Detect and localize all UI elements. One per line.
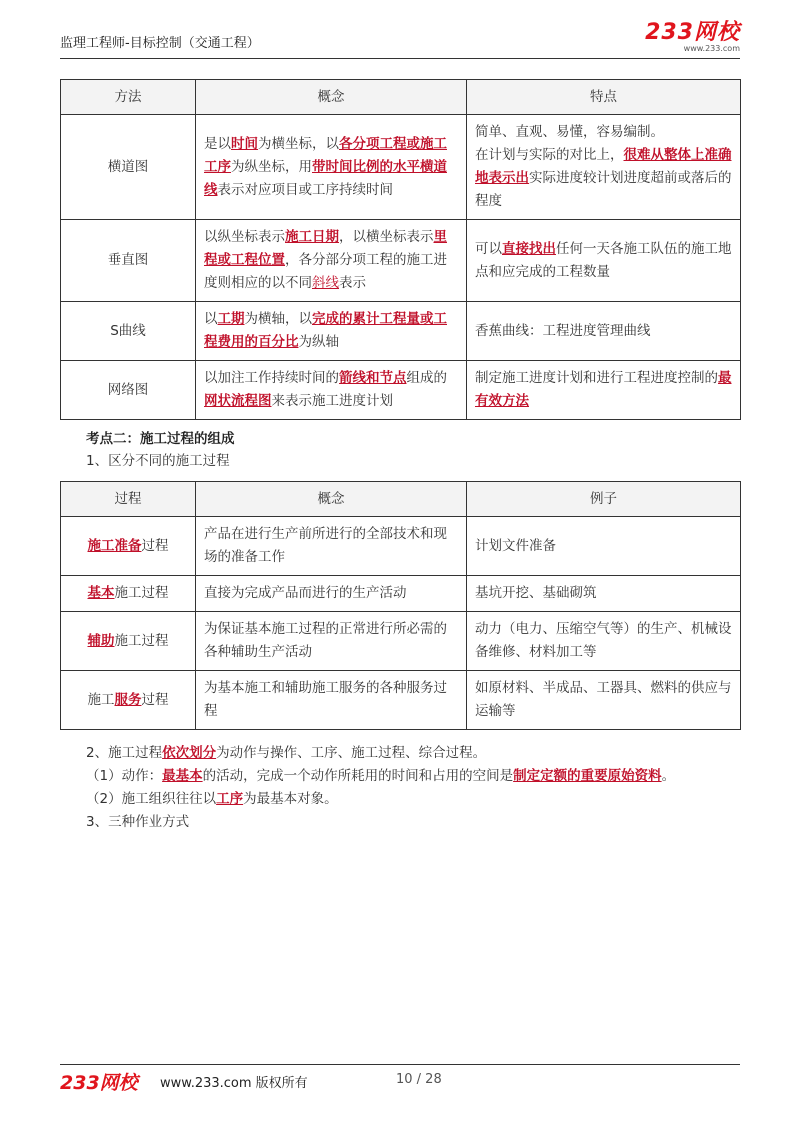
process-cell [61, 671, 196, 730]
col-header-example: 例子 [467, 482, 741, 517]
concept-cell [196, 517, 467, 576]
feature-cell [467, 361, 741, 420]
key-term: 基本 [87, 585, 115, 601]
key-term: 里程或工程位置 [204, 229, 447, 268]
example-cell [467, 671, 741, 730]
key-term: 施工准备 [87, 537, 142, 554]
logo-text: 233网校 [645, 20, 740, 45]
text-run: （1）动作： [86, 768, 163, 784]
subsection-heading: 1、区分不同的施工过程 [86, 453, 230, 469]
text-run: 任何一天各施工队伍的施工地点和应完成的工程数量 [475, 240, 732, 280]
table-row [61, 517, 741, 576]
text-run: 直接为完成产品而进行的生产活动 [204, 585, 407, 601]
table-row [61, 361, 741, 420]
text-run: 以纵坐标表示 [204, 229, 285, 245]
text-run: 2、施工过程 [86, 745, 163, 761]
method-cell: 横道图 [61, 115, 196, 220]
key-term: 制定定额的重要原始资料 [513, 768, 662, 784]
copyright: www.233.com 版权所有 [160, 1076, 308, 1091]
text-run: 表示对应项目或工序持续时间 [217, 181, 393, 198]
text-run: 实际进度较计划进度超前或落后的程度 [475, 170, 732, 209]
key-term: 工序 [216, 791, 244, 807]
text-run: 来表示施工进度计划 [271, 393, 393, 409]
concept-cell [196, 220, 467, 302]
construction-process-table [60, 481, 741, 730]
table-row [61, 220, 741, 302]
col-header-method: 方法 [61, 80, 196, 115]
concept-cell [196, 576, 467, 612]
method-cell: 网络图 [61, 361, 196, 420]
text-run: 计划文件准备 [475, 537, 556, 554]
key-term: 工期 [217, 311, 245, 327]
text-run: 香蕉曲线：工程进度管理曲线 [475, 322, 651, 339]
key-term: 网状流程图 [204, 393, 272, 409]
section-heading: 考点二：施工过程的组成 [86, 431, 235, 447]
text-run: 为动作与操作、工序、施工过程、综合过程。 [216, 745, 487, 761]
table-row [61, 302, 741, 361]
text-run: 基坑开挖、基础砌筑 [475, 585, 597, 601]
text-run: 施工 [87, 691, 115, 708]
key-term: 完成的累计工程量或工程费用的百分比 [204, 311, 447, 350]
progress-method-table [60, 79, 741, 420]
text-run: 简单、直观、易懂，容易编制。 [475, 124, 664, 140]
table-header-row [61, 482, 741, 517]
process-cell [61, 576, 196, 612]
feature-cell [467, 220, 741, 302]
example-cell [467, 612, 741, 671]
text-run: 的活动，完成一个动作所耗用的时间和占用的空间是 [202, 768, 514, 784]
text-run: 以 [204, 311, 218, 327]
text-run: 施工过程 [114, 632, 169, 649]
page-number: 10 / 28 [396, 1072, 442, 1087]
method-cell: S曲线 [61, 302, 196, 361]
concept-cell [196, 115, 467, 220]
table-row [61, 576, 741, 612]
key-term: 施工日期 [285, 229, 339, 245]
feature-cell [467, 302, 741, 361]
col-header-concept: 概念 [196, 482, 467, 517]
text-run: 为横坐标，以 [258, 135, 339, 152]
key-term: 时间 [231, 135, 258, 152]
text-run: （2）施工组织往往以 [86, 791, 217, 807]
table-row [61, 115, 741, 220]
example-cell [467, 517, 741, 576]
key-term: 辅助 [87, 632, 115, 649]
text-run: 为最基本对象。 [243, 791, 338, 807]
process-cell [61, 517, 196, 576]
text-run: 是以 [204, 135, 231, 152]
paragraph [86, 742, 486, 764]
concept-cell [196, 302, 467, 361]
brand-logo[interactable] [645, 22, 740, 54]
key-term: 最基本 [162, 768, 203, 784]
footer-divider [60, 1064, 740, 1065]
key-term: 各分项工程或施工工序 [204, 135, 447, 175]
method-cell: 垂直图 [61, 220, 196, 302]
text-run: 施工过程 [114, 585, 169, 601]
text-run: 为纵轴 [298, 334, 339, 350]
key-term: 带时间比例的水平横道线 [204, 158, 447, 198]
paragraph [86, 788, 338, 810]
text-run: 为保证基本施工过程的正常进行所必需的各种辅助生产活动 [204, 621, 447, 660]
table-row [61, 671, 741, 730]
col-header-process: 过程 [61, 482, 196, 517]
feature-cell [467, 115, 741, 220]
key-term: 斜线 [312, 275, 339, 291]
text-run: ，以横坐标表示 [339, 229, 434, 245]
text-run: 过程 [141, 537, 169, 554]
text-run: 产品在进行生产前所进行的全部技术和现场的准备工作 [204, 526, 447, 565]
text-run: 制定施工进度计划和进行工程进度控制的 [475, 370, 718, 386]
table-header-row [61, 80, 741, 115]
key-term: 直接找出 [502, 240, 556, 257]
text-run: 过程 [141, 691, 169, 708]
logo-url: www.233.com [683, 44, 740, 53]
text-run: 为基本施工和辅助施工服务的各种服务过程 [204, 680, 447, 719]
header-divider [60, 58, 740, 59]
col-header-concept: 概念 [196, 80, 467, 115]
table-row [61, 612, 741, 671]
paragraph [86, 765, 675, 787]
key-term: 依次划分 [162, 745, 217, 761]
key-term: 箭线和节点 [339, 370, 407, 386]
concept-cell [196, 361, 467, 420]
concept-cell [196, 671, 467, 730]
text-run: 为纵坐标，用 [231, 158, 312, 175]
key-term: 很难从整体上准确地表示出 [475, 147, 732, 186]
text-run: 如原材料、半成品、工器具、燃料的供应与运输等 [475, 680, 732, 719]
text-run: 组成的 [406, 370, 447, 386]
process-cell [61, 612, 196, 671]
key-term: 最有效方法 [475, 370, 732, 409]
footer-logo[interactable]: 233网校 [60, 1072, 138, 1094]
text-run: 为横轴，以 [244, 311, 312, 327]
text-run: 表示 [339, 275, 366, 291]
col-header-feature: 特点 [467, 80, 741, 115]
page-header [60, 22, 740, 60]
text-run: ，各分部分项工程的施工进度则相应的以不同 [204, 252, 447, 291]
key-term: 服务 [114, 691, 142, 708]
page-footer [60, 1068, 740, 1094]
text-run: 动力（电力、压缩空气等）的生产、机械设备维修、材料加工等 [475, 621, 732, 660]
header-title: 监理工程师-目标控制（交通工程） [60, 36, 260, 51]
paragraph: 3、三种作业方式 [86, 814, 190, 830]
text-run: 在计划与实际的对比上， [475, 147, 624, 163]
text-run: 。 [661, 768, 676, 784]
example-cell [467, 576, 741, 612]
concept-cell [196, 612, 467, 671]
text-run: 以加注工作持续时间的 [204, 370, 339, 386]
text-run: 可以 [475, 240, 502, 257]
